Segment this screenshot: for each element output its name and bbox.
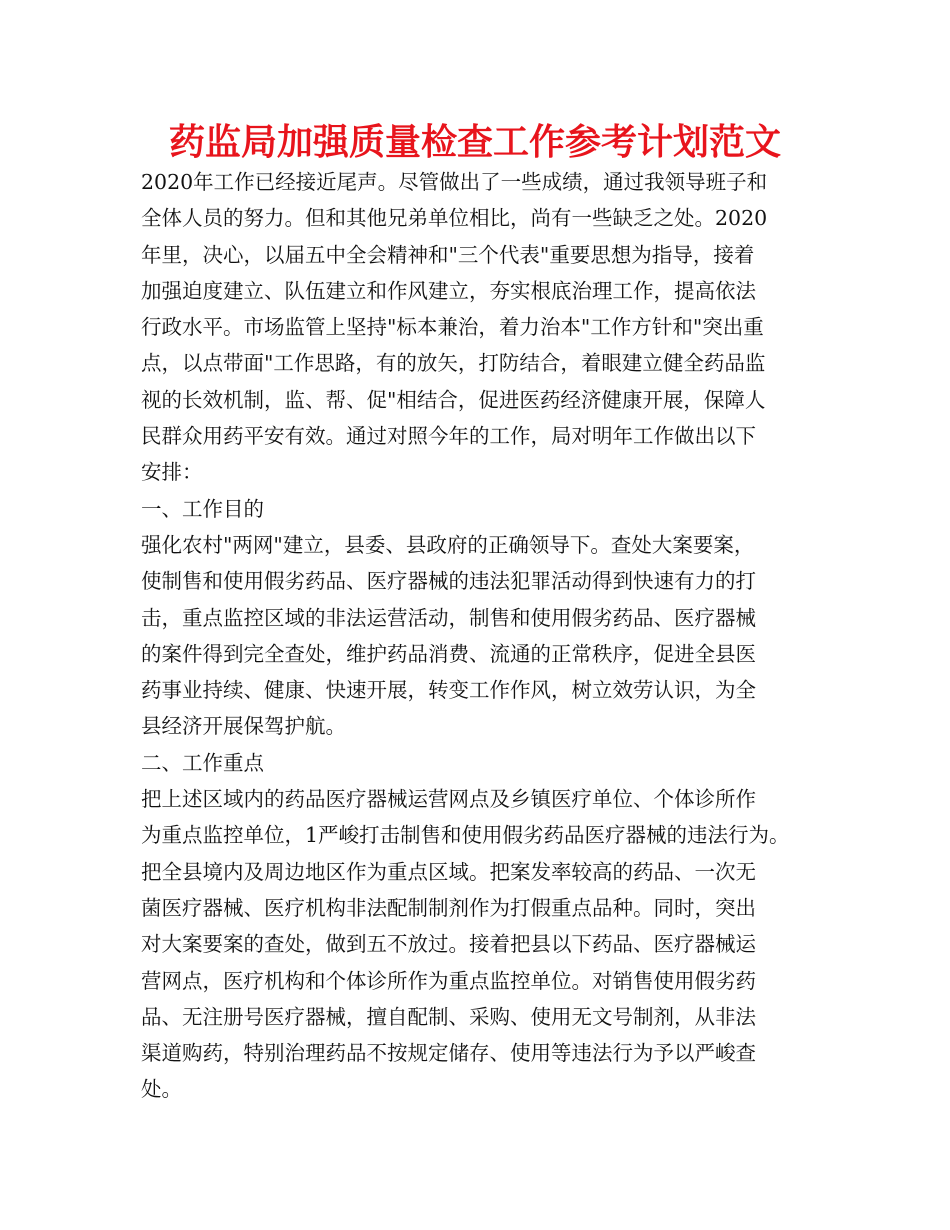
body-line: 年里，决心，以届五中全会精神和"三个代表"重要思想为指导，接着 xyxy=(141,242,755,267)
body-line: 药事业持续、健康、快速开展，转变工作作风，树立效劳认识，为全 xyxy=(141,678,756,703)
body-line: 点，以点带面"工作思路，有的放矢，打防结合，着眼建立健全药品监 xyxy=(141,351,766,376)
section-heading-goals: 一、工作目的 xyxy=(141,496,264,521)
body-line: 营网点，医疗机构和个体诊所作为重点监控单位。对销售使用假劣药 xyxy=(141,968,756,993)
body-line: 为重点监控单位，1严峻打击制售和使用假劣药品医疗器械的违法行为。 xyxy=(141,823,790,848)
body-line: 强化农村"两网"建立，县委、县政府的正确领导下。查处大案要案， xyxy=(141,532,755,557)
body-line: 全体人员的努力。但和其他兄弟单位相比，尚有一些缺乏之处。2020 xyxy=(141,206,768,231)
body-line: 处。 xyxy=(141,1077,182,1102)
body-line: 渠道购药，特别治理药品不按规定储存、使用等违法行为予以严峻查 xyxy=(141,1041,756,1066)
body-line: 菌医疗器械、医疗机构非法配制制剂作为打假重点品种。同时，突出 xyxy=(141,895,756,920)
body-line: 的案件得到完全查处，维护药品消费、流通的正常秩序，促进全县医 xyxy=(141,641,756,666)
body-line: 加强迫度建立、队伍建立和作风建立，夯实根底治理工作，提高依法 xyxy=(141,278,756,303)
body-line: 把全县境内及周边地区作为重点区域。把案发率较高的药品、一次无 xyxy=(141,859,756,884)
body-line: 安排： xyxy=(141,460,203,485)
body-line: 视的长效机制，监、帮、促"相结合，促进医药经济健康开展，保障人 xyxy=(141,387,766,412)
body-line: 行政水平。市场监管上坚持"标本兼治，着力治本"工作方针和"突出重 xyxy=(141,315,764,340)
document-body xyxy=(141,164,821,1108)
body-line: 2020年工作已经接近尾声。尽管做出了一些成绩，通过我领导班子和 xyxy=(141,170,768,194)
body-line: 击，重点监控区域的非法运营活动，制售和使用假劣药品、医疗器械 xyxy=(141,605,756,630)
body-line: 民群众用药平安有效。通过对照今年的工作，局对明年工作做出以下 xyxy=(141,424,756,449)
body-line: 使制售和使用假劣药品、医疗器械的违法犯罪活动得到快速有力的打 xyxy=(141,569,756,594)
document-title: 药监局加强质量检查工作参考计划范文 xyxy=(168,122,781,163)
body-line: 把上述区域内的药品医疗器械运营网点及乡镇医疗单位、个体诊所作 xyxy=(141,787,756,812)
body-line: 县经济开展保驾护航。 xyxy=(141,714,346,739)
body-line: 对大案要案的查处，做到五不放过。接着把县以下药品、医疗器械运 xyxy=(141,932,756,957)
body-line: 品、无注册号医疗器械，擅自配制、采购、使用无文号制剂，从非法 xyxy=(141,1004,756,1029)
section-heading-focus: 二、工作重点 xyxy=(141,750,264,775)
